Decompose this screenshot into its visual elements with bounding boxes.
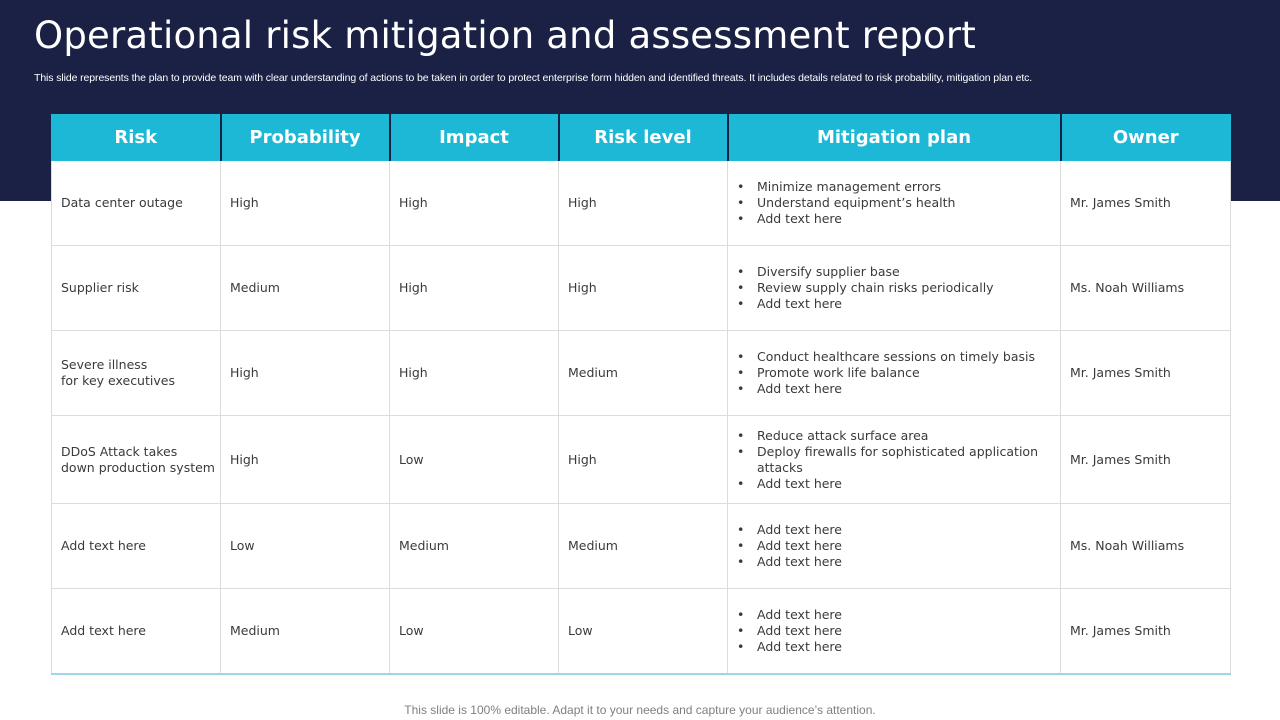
mitigation-cell [728, 504, 1061, 589]
probability-cell: Medium [221, 246, 390, 331]
risk-level-cell: Medium [559, 504, 728, 589]
table-row [52, 589, 1231, 674]
table-body [52, 161, 1231, 674]
mitigation-item: • Conduct healthcare sessions on timely basis [737, 349, 1051, 365]
probability-cell: High [221, 161, 390, 246]
page-subtitle: This slide represents the plan to provide team with clear understanding of actions to be taken in order to protect enterprise form hidden and identified threats. It includes details related to risk probability, mitigation plan etc. [34, 72, 1033, 84]
probability-cell: High [221, 416, 390, 504]
risk-text: Add text here [61, 622, 146, 638]
mitigation-item: • Deploy firewalls for sophisticated application attacks [737, 444, 1051, 476]
footer-note: This slide is 100% editable. Adapt it to your needs and capture your audience’s attention. [404, 703, 876, 717]
impact-cell: Low [390, 416, 559, 504]
mitigation-item: • Add text here [737, 381, 1051, 397]
mitigation-item: • Add text here [737, 476, 1051, 492]
mitigation-list [737, 522, 1051, 570]
risk-cell [52, 161, 221, 246]
mitigation-list [737, 349, 1051, 397]
risk-cell [52, 331, 221, 416]
impact-cell: Medium [390, 504, 559, 589]
risk-level-cell: Low [559, 589, 728, 674]
page-title: Operational risk mitigation and assessment report [34, 14, 976, 57]
mitigation-list [737, 428, 1051, 492]
mitigation-list [737, 179, 1051, 227]
mitigation-item: • Add text here [737, 296, 1051, 312]
mitigation-cell [728, 161, 1061, 246]
risk-text: for key executives [61, 373, 175, 388]
column-header-impact: Impact [390, 115, 559, 161]
mitigation-item: • Add text here [737, 623, 1051, 639]
risk-cell [52, 246, 221, 331]
mitigation-cell [728, 589, 1061, 674]
risk-text: DDoS Attack takes [61, 443, 178, 459]
risk-table-container [51, 114, 1230, 675]
risk-text: Severe illness [61, 357, 148, 372]
risk-text: Supplier risk [61, 280, 139, 295]
risk-level-cell: Medium [559, 331, 728, 416]
mitigation-item: • Understand equipment’s health [737, 195, 1051, 211]
mitigation-list [737, 264, 1051, 312]
mitigation-item: • Add text here [737, 538, 1051, 554]
risk-text: Data center outage [61, 195, 183, 210]
table-header-row [52, 115, 1231, 161]
impact-cell: High [390, 246, 559, 331]
risk-text: Add text here [61, 538, 146, 553]
mitigation-item: • Promote work life balance [737, 365, 1051, 381]
risk-cell [52, 416, 221, 504]
table-row [52, 246, 1231, 331]
mitigation-item: • Add text here [737, 554, 1051, 570]
table-row [52, 416, 1231, 504]
probability-cell: High [221, 331, 390, 416]
mitigation-cell [728, 246, 1061, 331]
probability-cell: Medium [221, 589, 390, 674]
owner-cell: Ms. Noah Williams [1061, 246, 1231, 331]
mitigation-item: • Add text here [737, 522, 1051, 538]
risk-cell [52, 504, 221, 589]
mitigation-item: • Reduce attack surface area [737, 428, 1051, 444]
risk-level-cell: High [559, 416, 728, 504]
mitigation-item: • Add text here [737, 211, 1051, 227]
risk-level-cell: High [559, 246, 728, 331]
impact-cell: High [390, 331, 559, 416]
mitigation-list [737, 607, 1051, 655]
impact-cell: Low [390, 589, 559, 674]
mitigation-item: • Add text here [737, 639, 1051, 655]
owner-cell: Mr. James Smith [1061, 416, 1231, 504]
column-header-risk-level: Risk level [559, 115, 728, 161]
mitigation-item: • Diversify supplier base [737, 264, 1051, 280]
mitigation-item: • Minimize management errors [737, 179, 1051, 195]
owner-cell: Mr. James Smith [1061, 589, 1231, 674]
column-header-risk: Risk [52, 115, 221, 161]
probability-cell: Low [221, 504, 390, 589]
column-header-probability: Probability [221, 115, 390, 161]
column-header-mitigation-plan: Mitigation plan [728, 115, 1061, 161]
mitigation-cell [728, 331, 1061, 416]
impact-cell: High [390, 161, 559, 246]
mitigation-item: • Review supply chain risks periodically [737, 280, 1051, 296]
table-row [52, 161, 1231, 246]
mitigation-cell [728, 416, 1061, 504]
owner-cell: Ms. Noah Williams [1061, 504, 1231, 589]
column-header-owner: Owner [1061, 115, 1231, 161]
risk-cell [52, 589, 221, 674]
table-row [52, 331, 1231, 416]
mitigation-item: • Add text here [737, 607, 1051, 623]
table-row [52, 504, 1231, 589]
risk-level-cell: High [559, 161, 728, 246]
risk-text: down production system [61, 459, 215, 475]
owner-cell: Mr. James Smith [1061, 161, 1231, 246]
owner-cell: Mr. James Smith [1061, 331, 1231, 416]
risk-table [51, 114, 1231, 675]
